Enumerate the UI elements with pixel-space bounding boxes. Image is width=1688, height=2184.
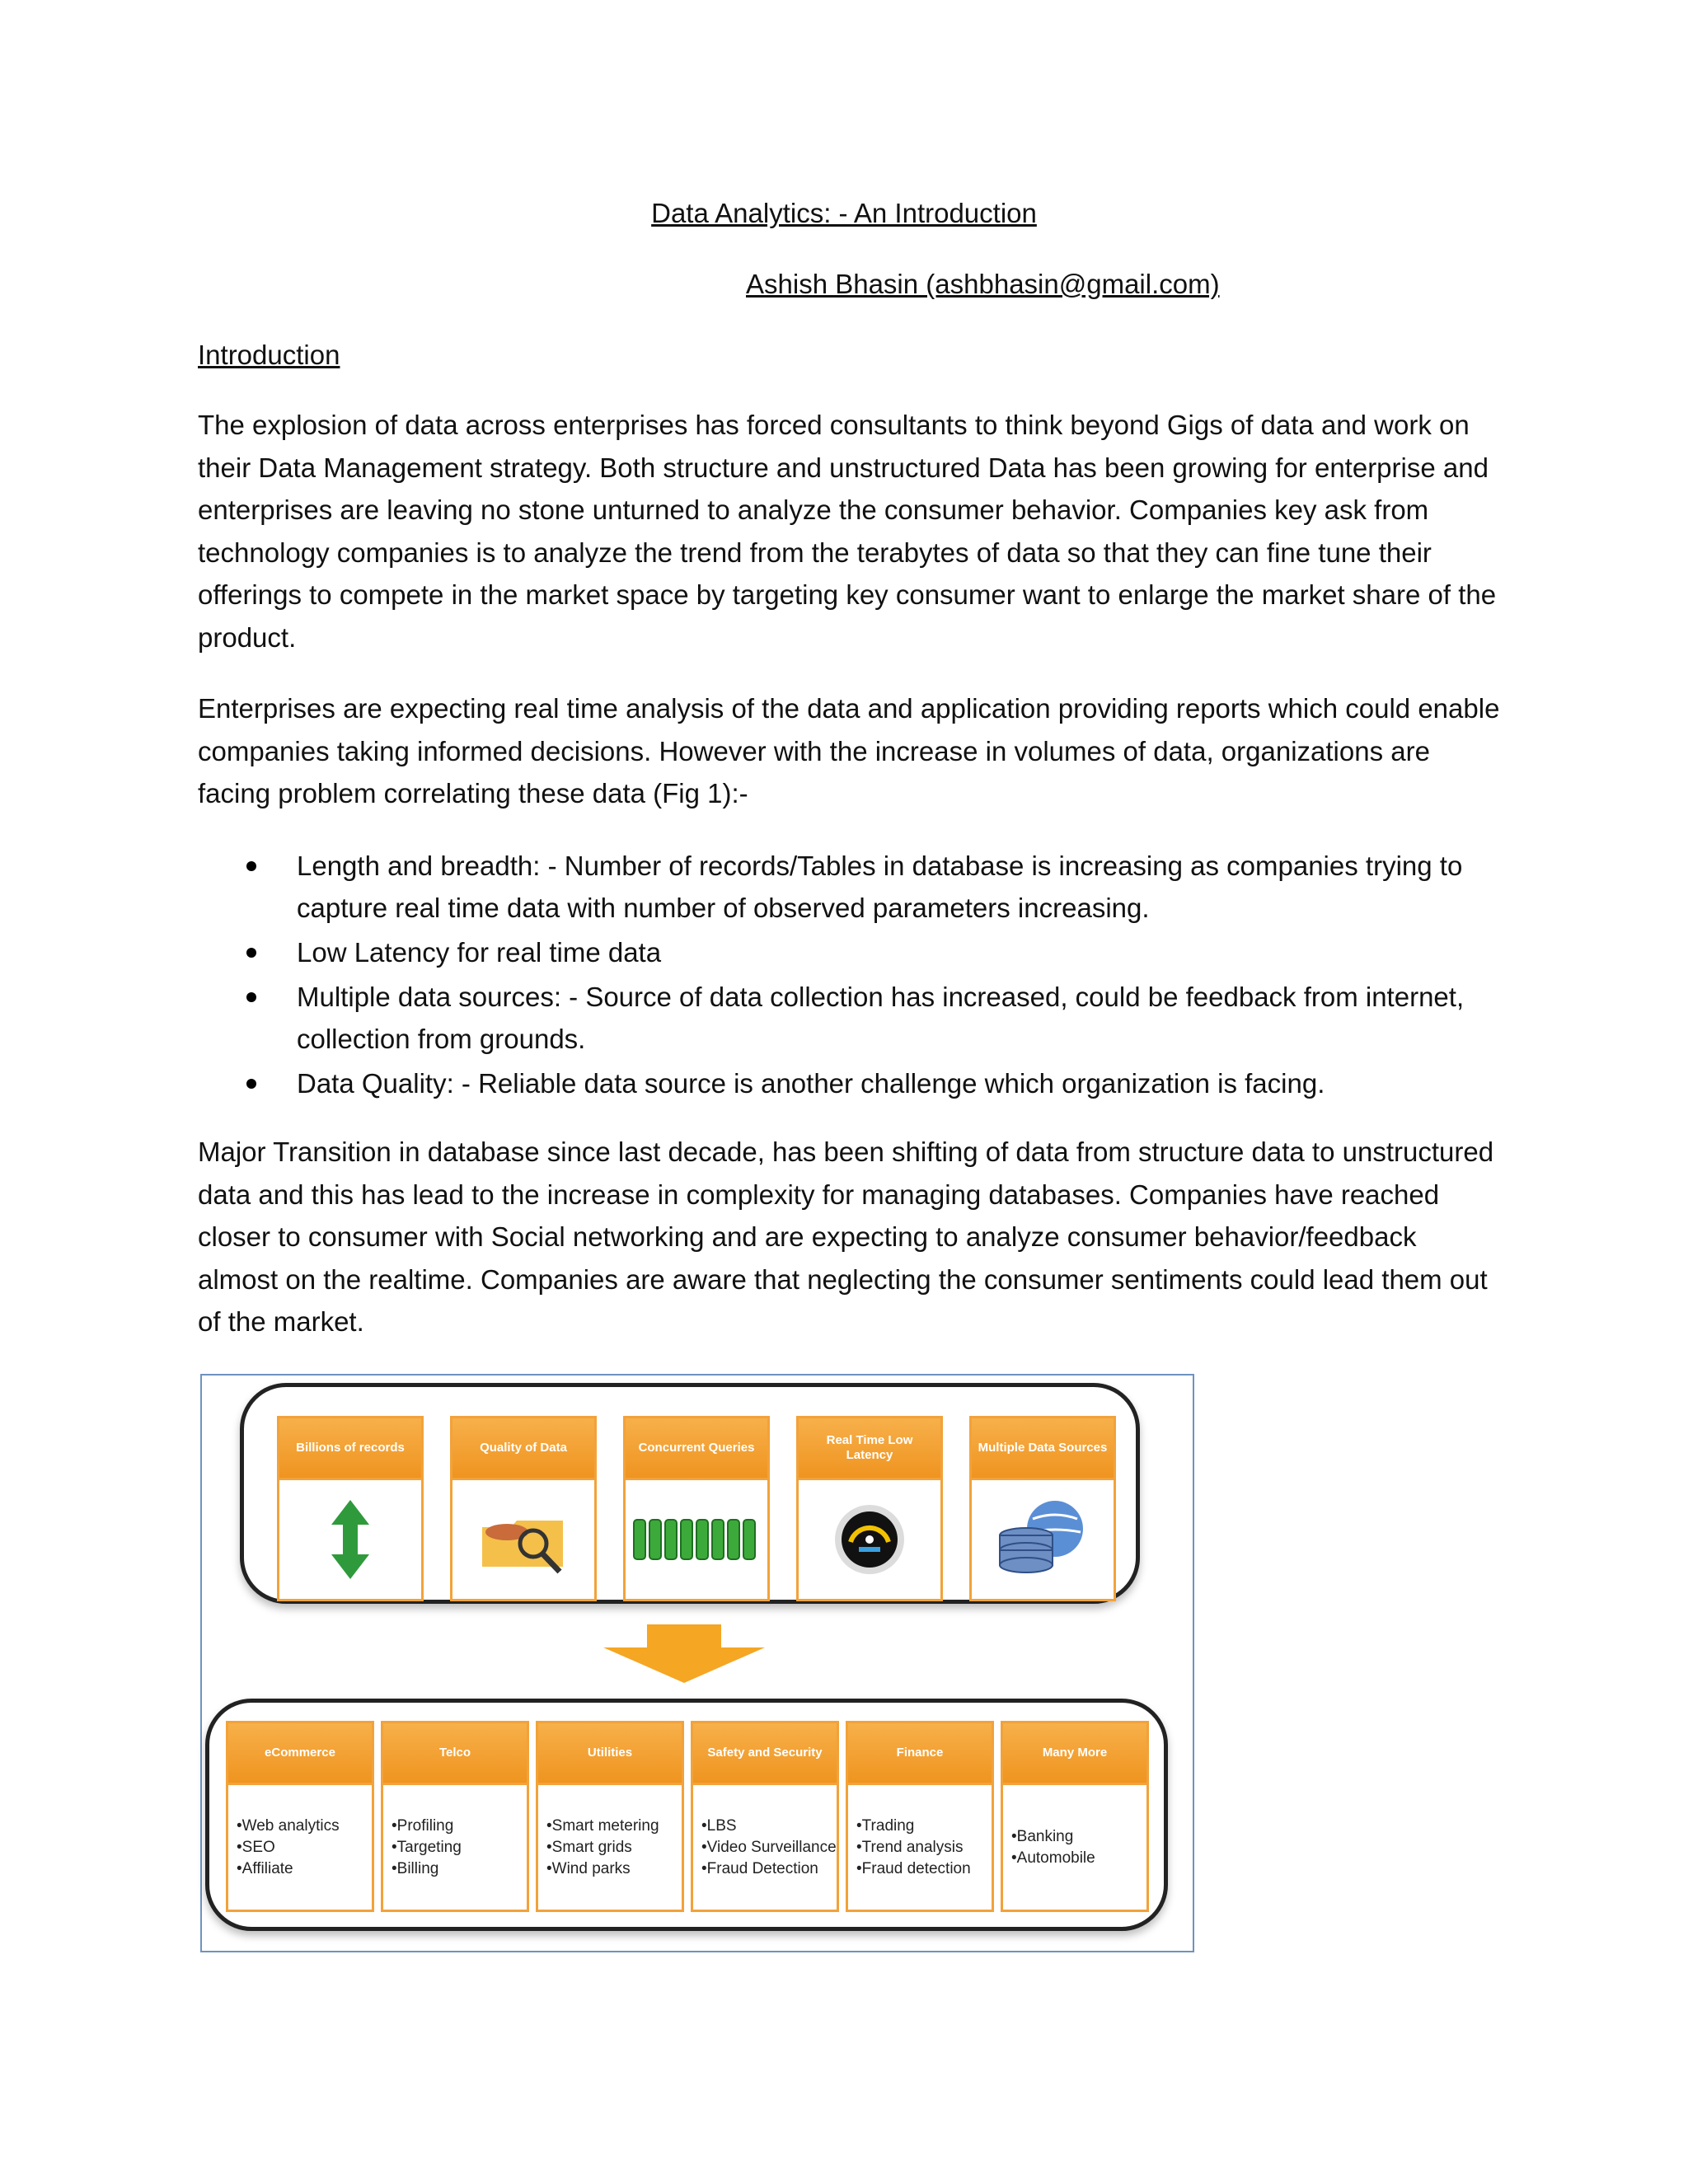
industries-panel <box>205 1699 1168 1931</box>
card-label: Concurrent Queries <box>626 1418 767 1480</box>
card-label: Multiple Data Sources <box>972 1418 1114 1480</box>
list-item: Length and breadth: - Number of records/Tables in database is increasing as companies trying to capture real time data with number of observed parameters increasing. <box>198 845 1508 929</box>
card-quality-of-data <box>450 1416 597 1601</box>
list-item: •Fraud detection <box>856 1859 971 1877</box>
list-item: •Smart grids <box>546 1838 632 1856</box>
section-heading-introduction: Introduction <box>198 340 340 370</box>
list-item: •Billing <box>392 1859 439 1877</box>
list-item: •Video Surveillance <box>701 1838 837 1856</box>
card-finance <box>846 1721 994 1912</box>
card-real-time-low-latency <box>796 1416 943 1601</box>
list-item: •Web analytics <box>237 1816 340 1835</box>
battery-cells-icon <box>631 1515 762 1564</box>
speedometer-icon <box>832 1502 907 1577</box>
card-telco <box>381 1721 529 1912</box>
list-item: •Profiling <box>392 1816 454 1835</box>
card-label: Safety and Security <box>693 1723 837 1785</box>
card-label: Real Time Low Latency <box>799 1418 940 1480</box>
document-title: Data Analytics: - An Introduction <box>651 198 1037 228</box>
list-item: •SEO <box>237 1838 275 1856</box>
card-label: Billions of records <box>279 1418 421 1480</box>
card-label: Finance <box>848 1723 992 1785</box>
list-item: Multiple data sources: - Source of data collection has increased, could be feedback from internet, collection from grounds. <box>198 976 1508 1060</box>
list-item: •Trading <box>856 1816 915 1835</box>
card-safety-and-security <box>691 1721 839 1912</box>
challenges-panel <box>240 1383 1140 1604</box>
list-item: •Affiliate <box>237 1859 293 1877</box>
card-billions-of-records <box>277 1416 424 1601</box>
paragraph-1: The explosion of data across enterprises has forced consultants to think beyond Gigs of data and work on their Data Management strategy. Both structure and unstructured Data has been growing for enterprise and enterprises are leaving no stone unturned to analyze the consumer behavior. Companies key ask from technology companies is to analyze the trend from the terabytes of data so that they can fine tune their offerings to compete in the market space by targeting key consumer want to enlarge the market share of the product. <box>198 410 1497 653</box>
list-item: •Banking <box>1011 1827 1074 1845</box>
card-utilities <box>536 1721 684 1912</box>
database-globe-icon <box>993 1494 1092 1585</box>
card-label: eCommerce <box>228 1723 372 1785</box>
card-concurrent-queries <box>623 1416 770 1601</box>
up-down-arrow-icon <box>330 1498 371 1581</box>
card-ecommerce <box>226 1721 374 1912</box>
figure-1 <box>200 1374 1194 1952</box>
card-multiple-data-sources <box>969 1416 1116 1601</box>
down-arrow-icon <box>602 1623 767 1685</box>
list-item: •Fraud Detection <box>701 1859 818 1877</box>
folder-magnifier-icon <box>474 1502 573 1577</box>
card-label: Telco <box>383 1723 527 1785</box>
list-item: Data Quality: - Reliable data source is another challenge which organization is facing. <box>198 1062 1508 1104</box>
card-label: Utilities <box>538 1723 682 1785</box>
paragraph-3: Major Transition in database since last decade, has been shifting of data from structure data to unstructured data and this has lead to the increase in complexity for managing databases. Companies have reached closer to consumer with Social networking and are expecting to analyze consumer behavior/feedback almost on the realtime. Companies are aware that neglecting the consumer sentiments could lead them out of the market. <box>198 1137 1494 1337</box>
list-item: •Targeting <box>392 1838 462 1856</box>
paragraph-2: Enterprises are expecting real time analysis of the data and application providing reports which could enable companies taking informed decisions. However with the increase in volumes of data, organizations are facing problem correlating these data (Fig 1):- <box>198 693 1500 808</box>
card-label: Quality of Data <box>452 1418 594 1480</box>
card-many-more <box>1001 1721 1149 1912</box>
list-item: •Smart metering <box>546 1816 659 1835</box>
list-item: •Trend analysis <box>856 1838 964 1856</box>
list-item: •Wind parks <box>546 1859 631 1877</box>
list-item: •Automobile <box>1011 1849 1095 1867</box>
list-item: Low Latency for real time data <box>198 931 1508 973</box>
card-label: Many More <box>1003 1723 1146 1785</box>
author-line: Ashish Bhasin (ashbhasin@gmail.com) <box>746 269 1220 299</box>
list-item: •LBS <box>701 1816 737 1835</box>
challenge-list <box>198 845 1508 1107</box>
